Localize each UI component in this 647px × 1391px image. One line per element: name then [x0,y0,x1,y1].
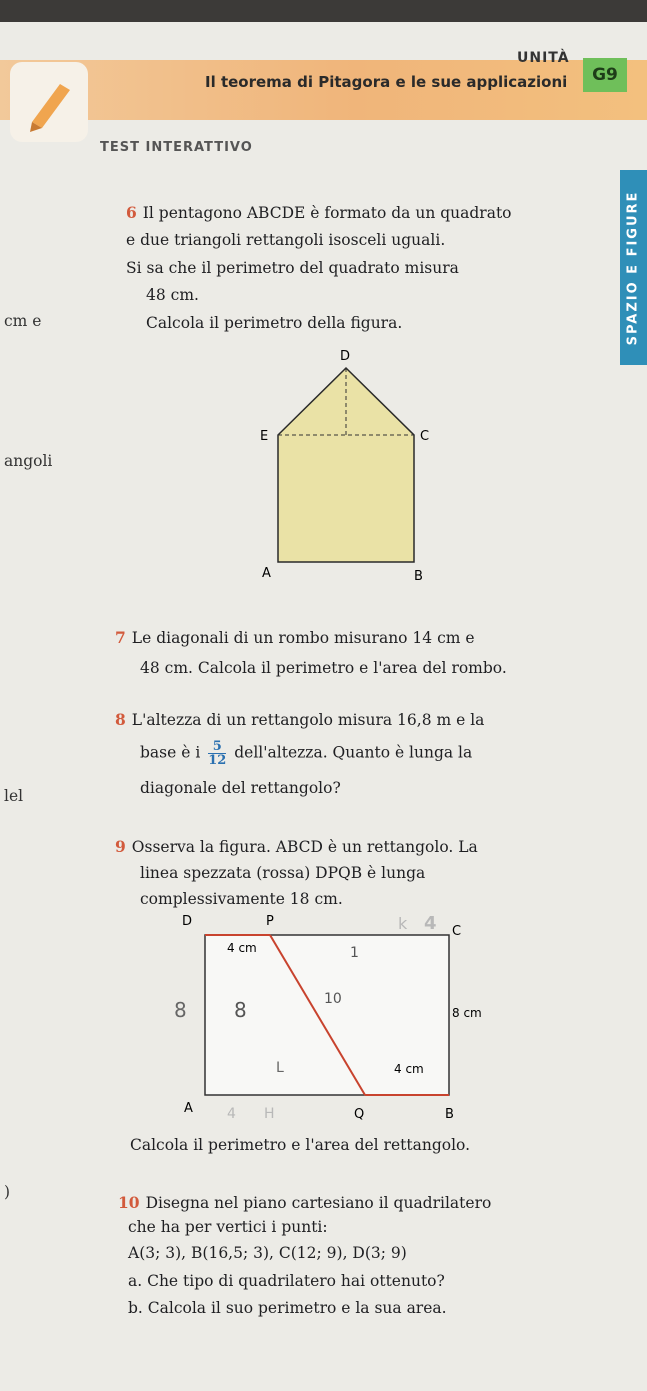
pencil-note-10: 10 [324,991,342,1007]
ex8-line-1: 8 L'altezza di un rettangolo misura 16,8 m e la [115,710,485,729]
ex7-line-1: 7 Le diagonali di un rombo misurano 14 cm e [115,628,475,647]
pencil-note-L: L [276,1060,284,1076]
ex9-rectangle-figure [170,905,500,1135]
unit-title: Il teorema di Pitagora e le sue applicazioni [205,73,568,91]
ex10-line-1: 10 Disegna nel piano cartesiano il quadrilatero [118,1193,492,1212]
ex10-number: 10 [118,1193,140,1212]
cut-text-4: ) [4,1183,11,1201]
ex9-question: Calcola il perimetro e l'area del rettangolo. [130,1136,471,1154]
pencil-note-H: H [264,1106,275,1122]
measure-cb: 8 cm [452,1006,482,1020]
label-A: A [262,566,271,581]
section-label: TEST INTERATTIVO [100,140,253,155]
label-C: C [452,924,462,939]
ex6-number: 6 [126,203,137,222]
pencil-icon [10,62,88,142]
fraction: $\frac{5}{12}$ [208,739,227,768]
ex10-line-2: che ha per vertici i punti: [128,1218,328,1236]
side-tab-label: SPAZIO E FIGURE [625,190,641,346]
ex7-number: 7 [115,628,126,647]
logo [10,62,88,142]
ex10-points: A(3; 3), B(16,5; 3), C(12; 9), D(3; 9) [128,1244,407,1262]
label-D: D [340,349,351,364]
ex8-number: 8 [115,710,126,729]
unit-label: UNITÀ [517,50,570,66]
top-dark-bar [0,0,647,22]
ex8-line-3: diagonale del rettangolo? [140,779,341,797]
cut-text-1: cm e [4,312,42,330]
ex10-question-a: a. Che tipo di quadrilatero hai ottenuto? [128,1272,445,1290]
ex6-line-5: Calcola il perimetro della figura. [146,314,403,332]
pencil-note-k: k [398,914,408,933]
label-D: D [182,914,193,929]
ex7-line-2: 48 cm. Calcola il perimetro e l'area del rombo. [140,659,507,677]
pencil-note-4: 4 [424,913,437,934]
ex6-line-1: 6 Il pentagono ABCDE è formato da un quadrato [126,203,512,222]
pencil-note-4b: 4 [227,1106,236,1122]
unit-badge: G9 [583,58,627,92]
ex9-line-3: complessivamente 18 cm. [140,890,343,908]
cut-text-2: angoli [4,452,53,470]
measure-dp: 4 cm [227,941,257,955]
ex6-line-2: e due triangoli rettangoli isosceli uguali. [126,231,446,249]
pencil-note-8b: 8 [234,998,247,1022]
measure-qb: 4 cm [394,1062,424,1076]
label-E: E [260,429,269,444]
label-C: C [420,429,430,444]
ex9-line-1: 9 Osserva la figura. ABCD è un rettangolo. La [115,837,478,856]
ex6-line-3: Si sa che il perimetro del quadrato misura [126,259,459,277]
ex8-line-2: base è i $\frac{5}{12}$ dell'altezza. Quanto è lunga la [140,739,473,768]
ex6-line-4: 48 cm. [146,286,199,304]
ex6-pentagon-figure [250,340,440,590]
pencil-note-1: 1 [350,945,359,961]
label-B: B [445,1107,454,1122]
ex9-line-2: linea spezzata (rossa) DPQB è lunga [140,864,426,882]
label-A: A [184,1101,193,1116]
cut-text-3: lel [4,787,24,805]
ex9-number: 9 [115,837,126,856]
label-B: B [414,569,423,584]
label-P: P [266,914,274,929]
pencil-note-8a: 8 [174,998,187,1022]
ex10-question-b: b. Calcola il suo perimetro e la sua area. [128,1299,447,1317]
label-Q: Q [354,1107,365,1122]
